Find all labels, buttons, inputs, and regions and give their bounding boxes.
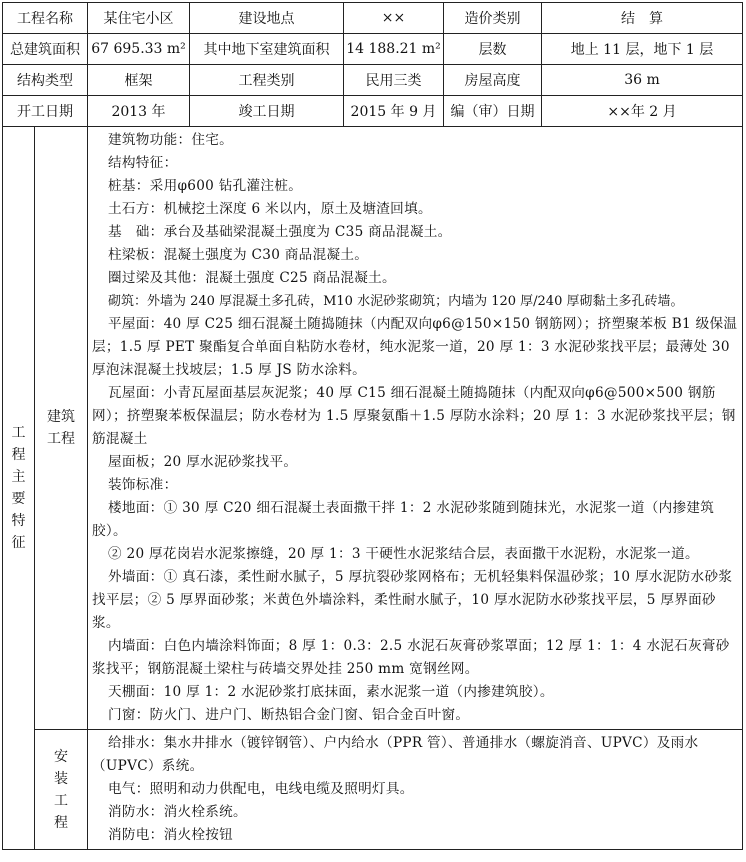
label-total-area: 总建筑面积	[3, 34, 88, 65]
row-building-works	[3, 127, 743, 730]
row-dates	[3, 96, 743, 127]
row-structure	[3, 65, 743, 96]
text-line: ② 20 厚花岗岩水泥浆擦缝，20 厚 1：3 干硬性水泥浆结合层，表面撒干水泥粉，水泥浆一道。	[108, 546, 699, 562]
value-review-date: ××年 2 月	[542, 96, 743, 127]
label-cost-type: 造价类别	[444, 3, 542, 34]
text-line: 结构特征：	[108, 155, 178, 171]
value-basement-area: 14 188.21 m²	[344, 34, 444, 65]
text-line: 内墙面：白色内墙涂料饰面；8 厚 1：0.3：2.5 水泥石灰膏砂浆罩面；12 厚 1：1：4 水泥石灰膏砂浆找平；钢筋混凝土梁柱与砖墙交界处挂 250 mm 宽钢丝网。	[92, 638, 730, 677]
row-install-works	[3, 730, 743, 850]
text-line: 电气：照明和动力供配电，电线电缆及照明灯具。	[108, 781, 414, 797]
value-total-area: 67 695.33 m²	[88, 34, 190, 65]
text-line: 基 础：承台及基础梁混凝土强度为 C35 商品混凝土。	[108, 224, 452, 240]
install-works-content	[88, 730, 743, 850]
label-project-name: 工程名称	[3, 3, 88, 34]
label-floors: 层数	[444, 34, 542, 65]
text-line: 圈过梁及其他：混凝土强度 C25 商品混凝土。	[108, 270, 396, 286]
text-line: 消防水：消火栓系统。	[108, 804, 247, 820]
label-project-category: 工程类别	[190, 65, 344, 96]
text-line: 给排水：集水井排水（镀锌钢管）、户内给水（PPR 管）、普通排水（螺旋消音、UPVC）及雨水（UPVC）系统。	[92, 735, 699, 774]
project-info-table-wrap	[2, 2, 742, 850]
label-location: 建设地点	[190, 3, 344, 34]
text-line: 桩基：采用φ600 钻孔灌注桩。	[108, 178, 303, 194]
text-line: 瓦屋面：小青瓦屋面基层灰泥浆；40 厚 C15 细石混凝土随捣随抹（内配双向φ6@500×500 钢筋网）；挤塑聚苯板保温层；防水卷材为 1.5 厚聚氨酯＋1.5 厚防水涂料；20 厚 1：3 水泥砂浆找平层；钢筋混凝土	[92, 385, 736, 447]
label-review-date: 编（审）日期	[444, 96, 542, 127]
text-line: 天棚面：10 厚 1：2 水泥砂浆打底抹面，素水泥浆一道（内掺建筑胶）。	[108, 684, 554, 700]
label-structure-type: 结构类型	[3, 65, 88, 96]
value-structure-type: 框架	[88, 65, 190, 96]
value-completion-date: 2015 年 9 月	[344, 96, 444, 127]
label-main-features: 工 程 主 要 特 征	[3, 127, 35, 850]
text-line: 土石方：机械挖土深度 6 米以内，原土及塘渣回填。	[108, 201, 432, 217]
text-line: 屋面板；20 厚水泥砂浆找平。	[108, 454, 298, 470]
text-line: 门窗：防火门、进户门、断热铝合金门窗、铝合金百叶窗。	[108, 707, 470, 723]
text-line: 建筑物功能：住宅。	[108, 132, 234, 148]
text-line: 柱梁板：混凝土强度为 C30 商品混凝土。	[108, 247, 369, 263]
text-line: 装饰标准：	[108, 477, 178, 493]
value-cost-type: 结 算	[542, 3, 743, 34]
value-building-height: 36 m	[542, 65, 743, 96]
text-line: 平屋面：40 厚 C25 细石混凝土随捣随抹（内配双向φ6@150×150 钢筋网）；挤塑聚苯板 B1 级保温层；1.5 厚 PET 聚酯复合单面自粘防水卷材，纯水泥浆一道，20 厚 1：3 水泥砂浆找平层；最薄处 30 厚泡沫混凝土找坡层；1.5 厚 JS 防水涂料。	[92, 316, 738, 378]
row-area	[3, 34, 743, 65]
label-install-works: 安 装 工 程	[35, 730, 88, 850]
building-works-content	[88, 127, 743, 730]
value-project-category: 民用三类	[344, 65, 444, 96]
value-start-date: 2013 年	[88, 96, 190, 127]
text-line: 消防电：消火栓按钮	[108, 827, 234, 843]
label-building-works: 建筑 工程	[35, 127, 88, 730]
text-line: 外墙面：① 真石漆，柔性耐水腻子，5 厚抗裂砂浆网格布；无机轻集料保温砂浆；10 厚水泥防水砂浆找平层；② 5 厚界面砂浆；米黄色外墙涂料，柔性耐水腻子，10 厚水泥防水砂浆找平层，5 厚界面砂浆。	[92, 569, 733, 631]
project-info-table	[2, 2, 743, 850]
label-building-height: 房屋高度	[444, 65, 542, 96]
label-start-date: 开工日期	[3, 96, 88, 127]
label-basement-area: 其中地下室建筑面积	[190, 34, 344, 65]
text-line: 砌筑：外墙为 240 厚混凝土多孔砖，M10 水泥砂浆砌筑；内墙为 120 厚/240 厚砌黏土多孔砖墙。	[108, 294, 684, 309]
value-floors: 地上 11 层，地下 1 层	[542, 34, 743, 65]
text-line: 楼地面：① 30 厚 C20 细石混凝土表面撒干拌 1：2 水泥砂浆随到随抹光，水泥浆一道（内掺建筑胶）。	[92, 500, 715, 539]
label-completion-date: 竣工日期	[190, 96, 344, 127]
value-project-name: 某住宅小区	[88, 3, 190, 34]
value-location: ××	[344, 3, 444, 34]
row-project	[3, 3, 743, 34]
